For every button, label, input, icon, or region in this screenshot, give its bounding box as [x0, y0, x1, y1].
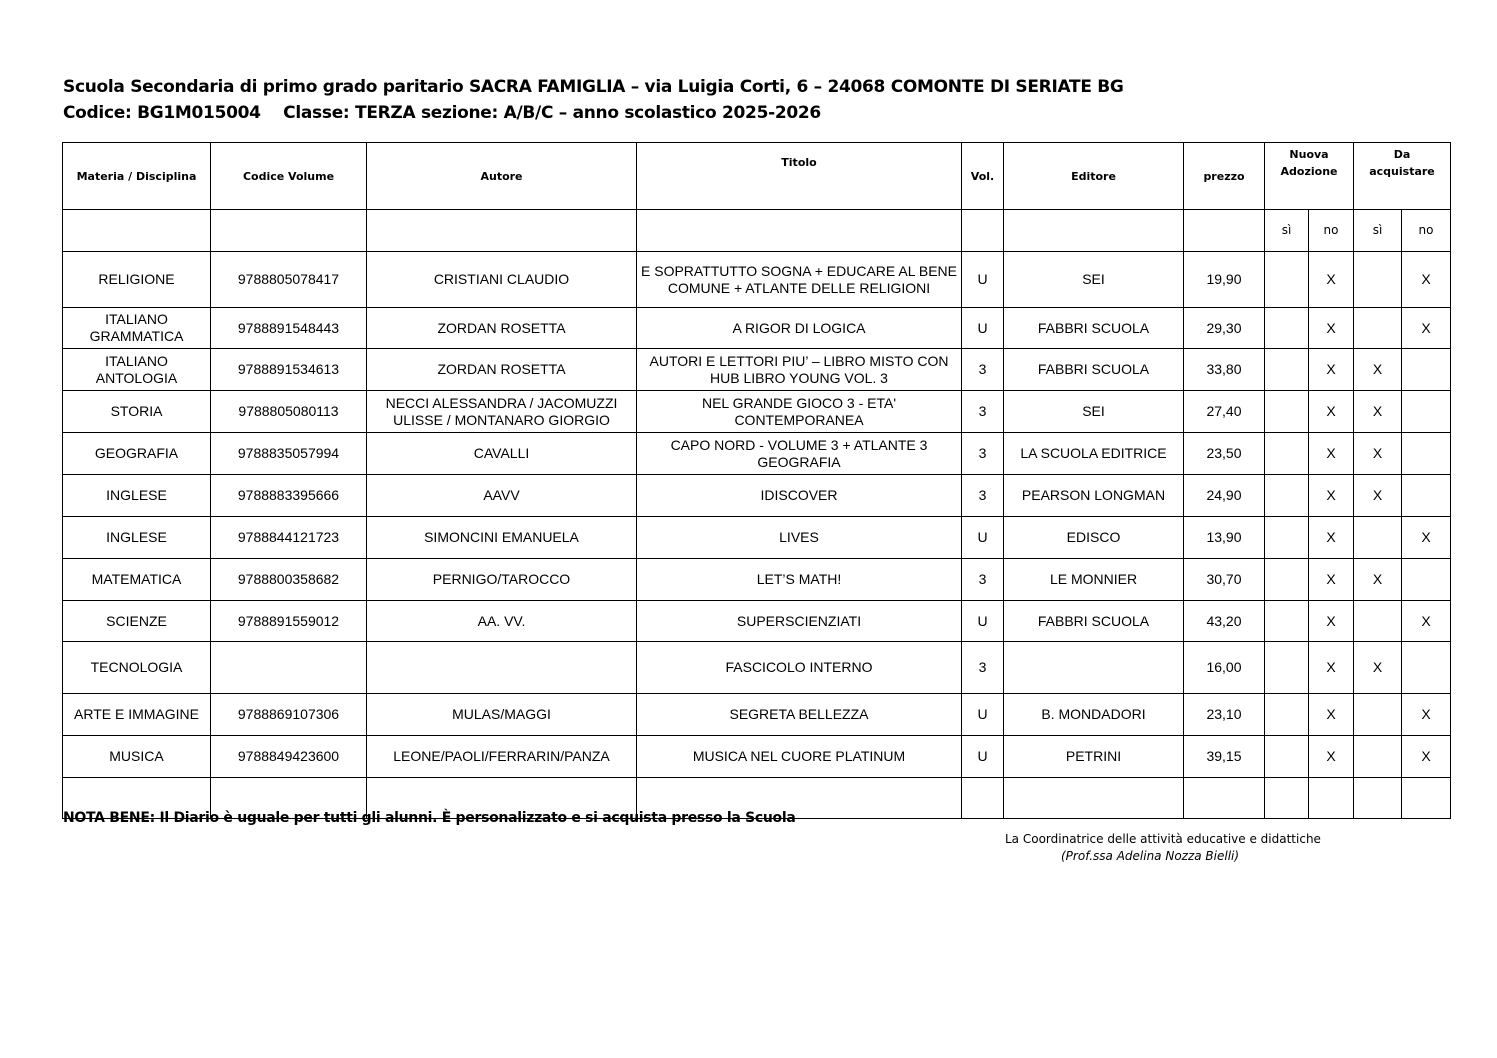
- cell-nuova-si: [1265, 601, 1309, 642]
- cell-empty: [1309, 778, 1354, 819]
- nota-bene: NOTA BENE: Il Diario è uguale per tutti gli alunni. È personalizzato e si acquista presso la Scuola: [63, 810, 796, 826]
- cell-autore: AA. VV.: [367, 601, 637, 642]
- cell-materia: ARTE E IMMAGINE: [63, 694, 211, 736]
- nuova-label-2: Adozione: [1280, 165, 1338, 178]
- cell-materia: STORIA: [63, 391, 211, 433]
- cell-materia: ITALIANO GRAMMATICA: [63, 308, 211, 349]
- cell-acq-no: X: [1402, 736, 1451, 778]
- cell-vol: 3: [962, 642, 1004, 694]
- cell-materia: RELIGIONE: [63, 252, 211, 308]
- cell-prezzo: 33,80: [1184, 349, 1265, 391]
- subheader-empty: [367, 210, 637, 252]
- cell-materia: SCIENZE: [63, 601, 211, 642]
- cell-materia: INGLESE: [63, 475, 211, 517]
- cell-nuova-no: X: [1309, 391, 1354, 433]
- cell-empty: [1354, 778, 1402, 819]
- cell-editore: LA SCUOLA EDITRICE: [1004, 433, 1184, 475]
- cell-acq-no: X: [1402, 252, 1451, 308]
- cell-codice: 9788844121723: [211, 517, 367, 559]
- cell-autore: ZORDAN ROSETTA: [367, 308, 637, 349]
- cell-nuova-si: [1265, 308, 1309, 349]
- cell-materia: MUSICA: [63, 736, 211, 778]
- cell-nuova-si: [1265, 475, 1309, 517]
- cell-editore: FABBRI SCUOLA: [1004, 308, 1184, 349]
- table-row: [63, 642, 1451, 694]
- table-row: [63, 694, 1451, 736]
- cell-titolo: A RIGOR DI LOGICA: [637, 308, 962, 349]
- col-header-prezzo: prezzo: [1184, 143, 1265, 210]
- subheader-empty: [1004, 210, 1184, 252]
- cell-nuova-no: X: [1309, 308, 1354, 349]
- table-row: [63, 736, 1451, 778]
- cell-titolo: NEL GRANDE GIOCO 3 - ETA' CONTEMPORANEA: [637, 391, 962, 433]
- cell-prezzo: 30,70: [1184, 559, 1265, 601]
- table-header-row: [63, 143, 1451, 210]
- cell-prezzo: 27,40: [1184, 391, 1265, 433]
- subheader-nuova-no: no: [1309, 210, 1354, 252]
- cell-nuova-no: X: [1309, 736, 1354, 778]
- table-row: [63, 391, 1451, 433]
- subheader-acq-si: sì: [1354, 210, 1402, 252]
- cell-nuova-si: [1265, 736, 1309, 778]
- cell-codice: 9788805080113: [211, 391, 367, 433]
- cell-nuova-no: X: [1309, 601, 1354, 642]
- cell-prezzo: 19,90: [1184, 252, 1265, 308]
- cell-prezzo: 23,50: [1184, 433, 1265, 475]
- col-header-autore: Autore: [367, 143, 637, 210]
- cell-materia: ITALIANO ANTOLOGIA: [63, 349, 211, 391]
- cell-acq-si: [1354, 252, 1402, 308]
- cell-editore: B. MONDADORI: [1004, 694, 1184, 736]
- cell-titolo: SEGRETA BELLEZZA: [637, 694, 962, 736]
- cell-prezzo: 39,15: [1184, 736, 1265, 778]
- cell-nuova-no: X: [1309, 694, 1354, 736]
- school-heading: Scuola Secondaria di primo grado paritario SACRA FAMIGLIA – via Luigia Corti, 6 – 24068 COMONTE DI SERIATE BG: [63, 77, 1124, 97]
- cell-editore: SEI: [1004, 391, 1184, 433]
- document-header: [63, 74, 1124, 126]
- cell-nuova-si: [1265, 559, 1309, 601]
- cell-nuova-no: X: [1309, 559, 1354, 601]
- cell-editore: PETRINI: [1004, 736, 1184, 778]
- cell-acq-si: [1354, 517, 1402, 559]
- class-heading: Codice: BG1M015004 Classe: TERZA sezione: A/B/C – anno scolastico 2025-2026: [63, 103, 821, 123]
- cell-prezzo: 16,00: [1184, 642, 1265, 694]
- cell-empty: [1402, 778, 1451, 819]
- cell-vol: 3: [962, 349, 1004, 391]
- cell-nuova-no: X: [1309, 517, 1354, 559]
- cell-editore: [1004, 642, 1184, 694]
- cell-prezzo: 43,20: [1184, 601, 1265, 642]
- cell-autore: NECCI ALESSANDRA / JACOMUZZI ULISSE / MONTANARO GIORGIO: [367, 391, 637, 433]
- table-row: [63, 349, 1451, 391]
- cell-codice: 9788869107306: [211, 694, 367, 736]
- subheader-acq-no: no: [1402, 210, 1451, 252]
- cell-vol: 3: [962, 559, 1004, 601]
- cell-autore: [367, 642, 637, 694]
- cell-acq-no: [1402, 642, 1451, 694]
- cell-editore: FABBRI SCUOLA: [1004, 349, 1184, 391]
- cell-acq-no: [1402, 559, 1451, 601]
- table-row: [63, 517, 1451, 559]
- cell-acq-si: X: [1354, 433, 1402, 475]
- cell-materia: GEOGRAFIA: [63, 433, 211, 475]
- da-label-2: acquistare: [1369, 165, 1435, 178]
- cell-acq-si: [1354, 601, 1402, 642]
- cell-codice: 9788891548443: [211, 308, 367, 349]
- cell-titolo: IDISCOVER: [637, 475, 962, 517]
- cell-acq-si: [1354, 736, 1402, 778]
- subheader-nuova-si: sì: [1265, 210, 1309, 252]
- cell-materia: TECNOLOGIA: [63, 642, 211, 694]
- cell-nuova-si: [1265, 433, 1309, 475]
- cell-prezzo: 13,90: [1184, 517, 1265, 559]
- subheader-empty: [1184, 210, 1265, 252]
- col-header-nuova-adozione: [1265, 143, 1354, 210]
- cell-nuova-si: [1265, 694, 1309, 736]
- cell-acq-no: X: [1402, 694, 1451, 736]
- cell-codice: 9788800358682: [211, 559, 367, 601]
- cell-empty: [1004, 778, 1184, 819]
- cell-vol: 3: [962, 433, 1004, 475]
- cell-titolo: SUPERSCIENZIATI: [637, 601, 962, 642]
- cell-nuova-no: X: [1309, 475, 1354, 517]
- cell-titolo: LET’S MATH!: [637, 559, 962, 601]
- cell-codice: 9788805078417: [211, 252, 367, 308]
- col-header-editore: Editore: [1004, 143, 1184, 210]
- cell-codice: 9788883395666: [211, 475, 367, 517]
- cell-codice: 9788835057994: [211, 433, 367, 475]
- cell-acq-no: X: [1402, 601, 1451, 642]
- table-subheader-row: [63, 210, 1451, 252]
- table-row: [63, 559, 1451, 601]
- cell-autore: ZORDAN ROSETTA: [367, 349, 637, 391]
- col-header-da-acquistare: [1354, 143, 1451, 210]
- cell-acq-no: [1402, 475, 1451, 517]
- cell-editore: EDISCO: [1004, 517, 1184, 559]
- cell-empty: [962, 778, 1004, 819]
- cell-nuova-si: [1265, 391, 1309, 433]
- cell-acq-si: X: [1354, 475, 1402, 517]
- cell-autore: LEONE/PAOLI/FERRARIN/PANZA: [367, 736, 637, 778]
- book-list-table: [62, 142, 1451, 819]
- cell-acq-si: X: [1354, 559, 1402, 601]
- cell-prezzo: 29,30: [1184, 308, 1265, 349]
- cell-acq-no: X: [1402, 517, 1451, 559]
- cell-editore: PEARSON LONGMAN: [1004, 475, 1184, 517]
- cell-titolo: AUTORI E LETTORI PIU’ – LIBRO MISTO CON HUB LIBRO YOUNG VOL. 3: [637, 349, 962, 391]
- cell-acq-si: X: [1354, 349, 1402, 391]
- cell-nuova-si: [1265, 252, 1309, 308]
- table-row: [63, 308, 1451, 349]
- table-row: [63, 433, 1451, 475]
- subheader-empty: [962, 210, 1004, 252]
- subheader-empty: [63, 210, 211, 252]
- table-row: [63, 601, 1451, 642]
- cell-editore: LE MONNIER: [1004, 559, 1184, 601]
- cell-vol: U: [962, 736, 1004, 778]
- col-header-vol: Vol.: [962, 143, 1004, 210]
- cell-vol: U: [962, 252, 1004, 308]
- cell-acq-no: [1402, 433, 1451, 475]
- cell-autore: AAVV: [367, 475, 637, 517]
- cell-vol: 3: [962, 391, 1004, 433]
- cell-editore: SEI: [1004, 252, 1184, 308]
- cell-acq-si: [1354, 694, 1402, 736]
- cell-empty: [1265, 778, 1309, 819]
- cell-vol: U: [962, 308, 1004, 349]
- cell-nuova-si: [1265, 349, 1309, 391]
- cell-materia: MATEMATICA: [63, 559, 211, 601]
- table-row: [63, 252, 1451, 308]
- cell-vol: 3: [962, 475, 1004, 517]
- cell-autore: PERNIGO/TAROCCO: [367, 559, 637, 601]
- cell-nuova-si: [1265, 642, 1309, 694]
- cell-acq-no: X: [1402, 308, 1451, 349]
- cell-titolo: FASCICOLO INTERNO: [637, 642, 962, 694]
- cell-codice: 9788891534613: [211, 349, 367, 391]
- cell-autore: SIMONCINI EMANUELA: [367, 517, 637, 559]
- cell-acq-si: [1354, 308, 1402, 349]
- cell-prezzo: 23,10: [1184, 694, 1265, 736]
- signature-role: La Coordinatrice delle attività educative e didattiche: [1005, 832, 1321, 846]
- cell-nuova-no: X: [1309, 252, 1354, 308]
- signature-name: (Prof.ssa Adelina Nozza Bielli): [1061, 849, 1240, 863]
- cell-vol: U: [962, 694, 1004, 736]
- cell-vol: U: [962, 601, 1004, 642]
- cell-vol: U: [962, 517, 1004, 559]
- col-header-titolo: Titolo: [637, 143, 962, 210]
- cell-autore: CRISTIANI CLAUDIO: [367, 252, 637, 308]
- cell-acq-si: X: [1354, 391, 1402, 433]
- cell-codice: 9788891559012: [211, 601, 367, 642]
- col-header-codice: Codice Volume: [211, 143, 367, 210]
- cell-materia: INGLESE: [63, 517, 211, 559]
- col-header-materia: Materia / Disciplina: [63, 143, 211, 210]
- cell-titolo: MUSICA NEL CUORE PLATINUM: [637, 736, 962, 778]
- cell-codice: 9788849423600: [211, 736, 367, 778]
- da-label-1: Da: [1393, 148, 1411, 161]
- cell-acq-no: [1402, 349, 1451, 391]
- cell-codice: [211, 642, 367, 694]
- cell-autore: CAVALLI: [367, 433, 637, 475]
- nuova-label-1: Nuova: [1289, 148, 1329, 161]
- cell-nuova-no: X: [1309, 433, 1354, 475]
- cell-empty: [1184, 778, 1265, 819]
- cell-nuova-si: [1265, 517, 1309, 559]
- subheader-empty: [637, 210, 962, 252]
- table-row: [63, 475, 1451, 517]
- cell-titolo: CAPO NORD - VOLUME 3 + ATLANTE 3 GEOGRAFIA: [637, 433, 962, 475]
- cell-acq-si: X: [1354, 642, 1402, 694]
- subheader-empty: [211, 210, 367, 252]
- cell-acq-no: [1402, 391, 1451, 433]
- cell-nuova-no: X: [1309, 349, 1354, 391]
- cell-editore: FABBRI SCUOLA: [1004, 601, 1184, 642]
- cell-titolo: E SOPRATTUTTO SOGNA + EDUCARE AL BENE COMUNE + ATLANTE DELLE RELIGIONI: [637, 252, 962, 308]
- cell-titolo: LIVES: [637, 517, 962, 559]
- table-body: [63, 252, 1451, 819]
- cell-nuova-no: X: [1309, 642, 1354, 694]
- cell-prezzo: 24,90: [1184, 475, 1265, 517]
- cell-autore: MULAS/MAGGI: [367, 694, 637, 736]
